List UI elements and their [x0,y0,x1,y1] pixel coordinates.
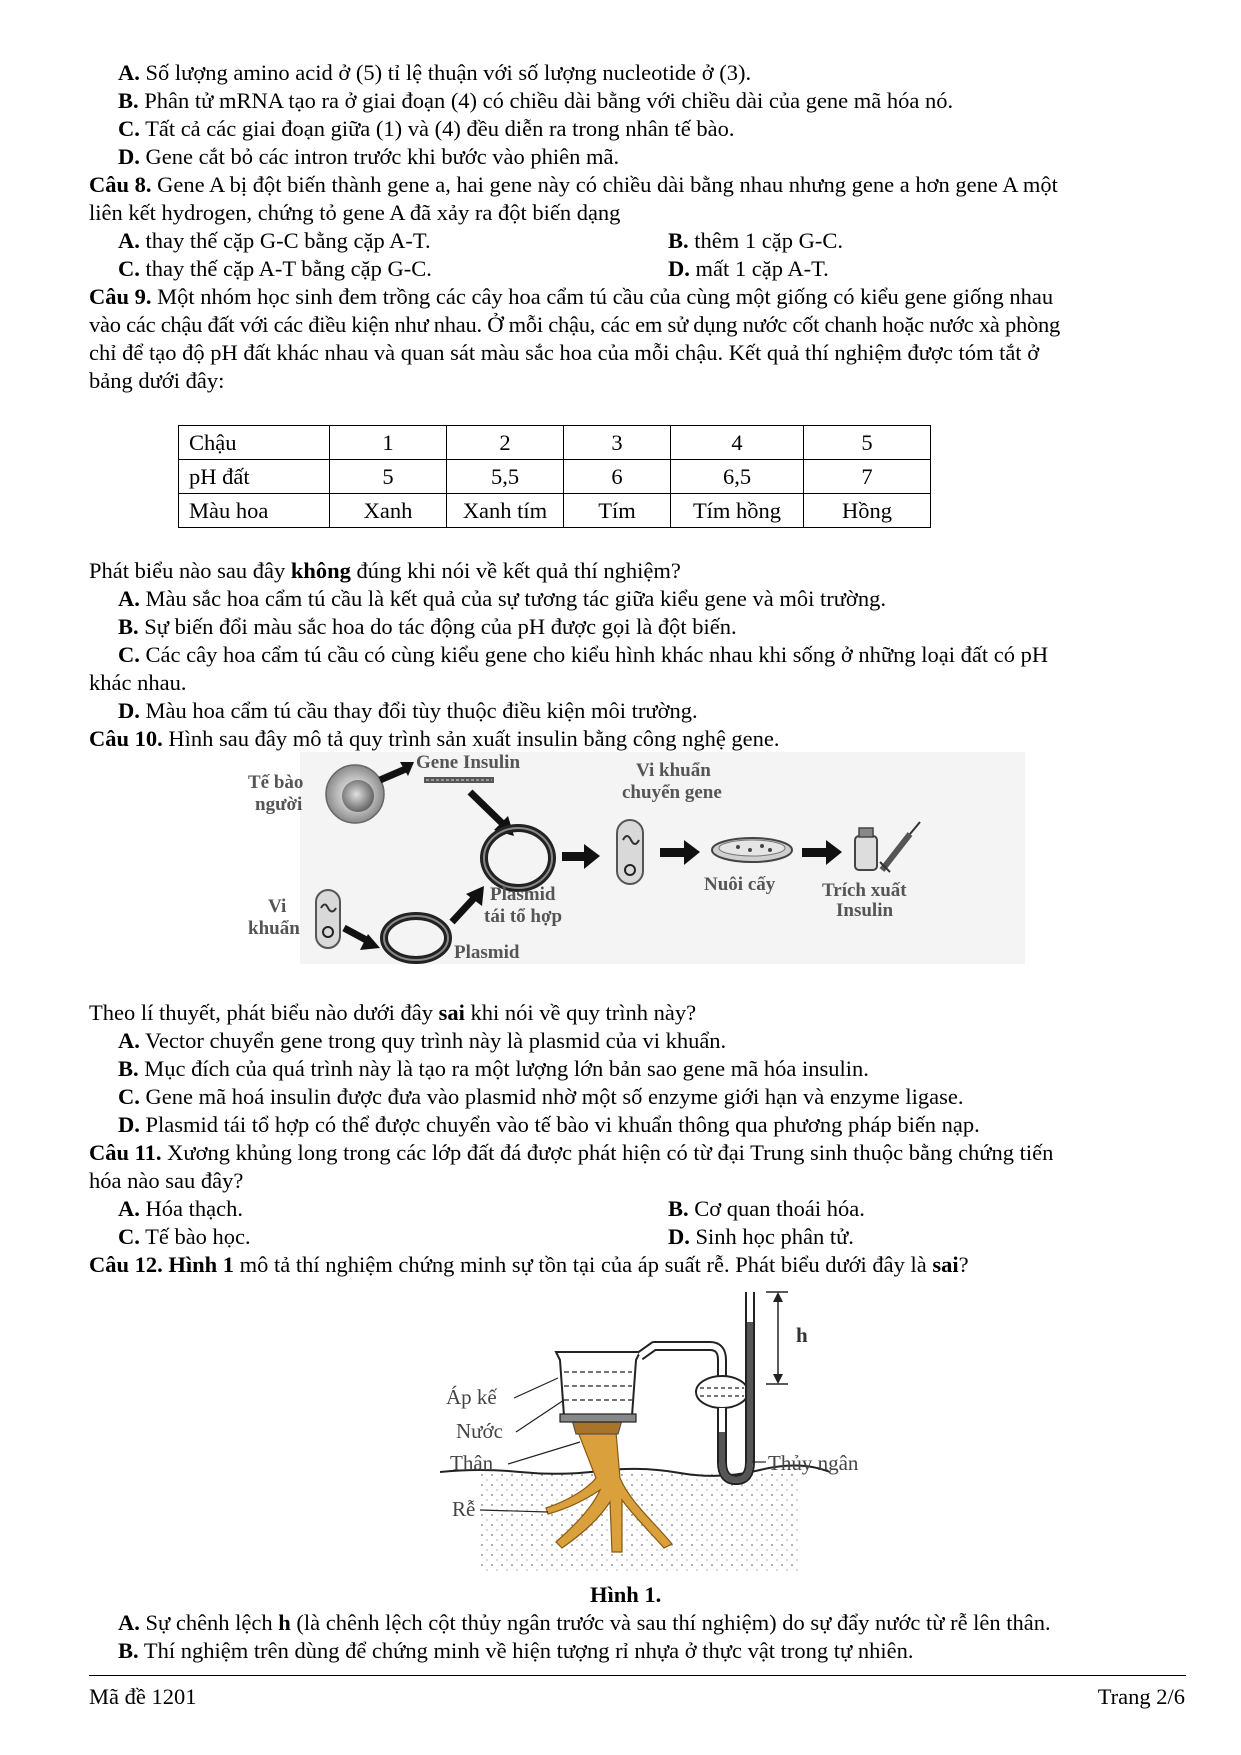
table-cell: 6,5 [671,460,804,494]
insulin-process-figure [240,752,1025,964]
transgenic-bacteria-label-2: chuyển gene [622,782,722,803]
stem-label: Thân [450,1451,494,1475]
q9-stem-line4: bảng dưới đây: [89,368,225,393]
q11-option-d: D. Sinh học phân tử. [668,1224,854,1249]
extract-label: Trích xuất [822,880,907,901]
q9-stem-line1: Câu 9. Một nhóm học sinh đem trồng các cây hoa cẩm tú cầu của cùng một giống có kiểu gene giống nhau [89,284,1054,309]
table-cell: Xanh tím [447,494,564,528]
q9-stem-line2: vào các chậu đất với các điều kiện như nhau. Ở mỗi chậu, các em sử dụng nước cốt chanh hoặc nước xà phòng [89,312,1061,337]
arrow-icon [562,852,586,861]
q8-stem-line2: liên kết hydrogen, chứng tỏ gene A đã xảy ra đột biến dạng [89,200,621,225]
recombinant-plasmid-label: Plasmid [490,884,556,905]
q7-option-d: D. Gene cắt bỏ các intron trước khi bước vào phiên mã. [118,144,620,169]
q10-stem: Câu 10. Hình sau đây mô tả quy trình sản xuất insulin bằng công nghệ gene. [89,726,780,751]
q10-option-a: A. Vector chuyển gene trong quy trình này là plasmid của vi khuẩn. [118,1028,727,1053]
table-cell: 6 [564,460,671,494]
ph-table [178,425,931,528]
table-cell: Tím [564,494,671,528]
q10-question: Theo lí thuyết, phát biểu nào dưới đây sai khi nói về quy trình này? [89,1000,697,1025]
q12-stem: Câu 12. Hình 1 mô tả thí nghiệm chứng minh sự tồn tại của áp suất rễ. Phát biểu dưới đây là sai? [89,1252,969,1277]
q11-stem-line2: hóa nào sau đây? [89,1168,244,1193]
human-cell-label-2: người [255,794,303,815]
bacterium [316,890,340,948]
bacteria-label: Vi [268,896,287,917]
q9-option-d: D. Màu hoa cẩm tú cầu thay đổi tùy thuộc điều kiện môi trường. [118,698,698,723]
q7-option-a: A. Số lượng amino acid ở (5) tỉ lệ thuận với số lượng nucleotide ở (3). [118,60,752,85]
q7-option-b: B. Phân tử mRNA tạo ra ở giai đoạn (4) có chiều dài bằng với chiều dài của gene mã hóa nó. [118,88,954,113]
table-cell: pH đất [179,460,330,494]
table-cell: 2 [447,426,564,460]
table-cell: 7 [804,460,931,494]
insulin-diagram [240,752,1025,964]
table-cell: Màu hoa [179,494,330,528]
q10-option-c: C. Gene mã hoá insulin được đưa vào plasmid nhờ một số enzyme giới hạn và enzyme ligase. [118,1084,964,1109]
table-cell: Xanh [330,494,447,528]
q9-option-c: C. Các cây hoa cẩm tú cầu có cùng kiểu gene cho kiểu hình khác nhau khi sống ở những loại đất có pH [118,642,1049,667]
culture-label: Nuôi cấy [704,874,776,895]
table-row [179,494,931,528]
q7-option-c: C. Tất cả các giai đoạn giữa (1) và (4) đều diễn ra trong nhân tế bào. [118,116,735,141]
q9-option-b: B. Sự biến đổi màu sắc hoa do tác động của pH được gọi là đột biến. [118,614,737,639]
q9-question: Phát biểu nào sau đây không đúng khi nói về kết quả thí nghiệm? [89,558,681,583]
vial-icon [855,836,877,870]
h-label: h [796,1323,808,1347]
figure-caption: Hình 1. [590,1582,662,1607]
table-cell: 4 [671,426,804,460]
q11-option-b: B. Cơ quan thoái hóa. [668,1196,865,1221]
table-cell: 5 [330,460,447,494]
page-number: Trang 2/6 [1097,1684,1185,1709]
root-pressure-diagram [440,1282,859,1572]
table-cell: 5 [804,426,931,460]
table-cell: Tím hồng [671,494,804,528]
q8-option-a: A. thay thế cặp G-C bằng cặp A-T. [118,228,431,253]
root-pressure-figure [440,1282,859,1572]
water-label: Nước [456,1419,503,1443]
table-row [179,426,931,460]
q8-option-b: B. thêm 1 cặp G-C. [668,228,843,253]
arrow-icon [802,848,828,857]
recombinant-plasmid-label-2: tái tổ hợp [484,906,563,927]
root-label: Rễ [452,1497,476,1521]
table-cell: Hồng [804,494,931,528]
extract-label-2: Insulin [836,900,894,921]
q8-stem-line1: Câu 8. Gene A bị đột biến thành gene a, hai gene này có chiều dài bằng nhau nhưng gene a hơn gene A một [89,172,1058,197]
table-cell: 5,5 [447,460,564,494]
footer-divider [89,1675,1186,1676]
q11-option-c: C. Tế bào học. [118,1224,251,1249]
bacteria-label-2: khuẩn [248,918,300,939]
q11-stem-line1: Câu 11. Xương khủng long trong các lớp đất đá được phát hiện có từ đại Trung sinh thuộc bằng chứng tiến [89,1140,1054,1165]
arrow-icon [660,848,686,857]
plasmid-label: Plasmid [454,942,520,963]
table-row [179,460,931,494]
mercury-label: Thủy ngân [768,1451,859,1475]
q8-option-c: C. thay thế cặp A-T bằng cặp G-C. [118,256,432,281]
table-cell: 3 [564,426,671,460]
gene-label: Gene Insulin [416,752,521,773]
q9-option-c-cont: khác nhau. [89,670,187,695]
table-cell: Chậu [179,426,330,460]
q12-option-a: A. Sự chênh lệch h (là chênh lệch cột thủy ngân trước và sau thí nghiệm) do sự đẩy nước từ rễ lên thân. [118,1610,1051,1635]
nucleus [342,780,374,812]
q12-option-b: B. Thí nghiệm trên dùng để chứng minh về hiện tượng rỉ nhựa ở thực vật trong tự nhiên. [118,1638,914,1663]
q9-stem-line3: chỉ để tạo độ pH đất khác nhau và quan sát màu sắc hoa của mỗi chậu. Kết quả thí nghiệm được tóm tắt ở [89,340,1040,365]
manometer-label: Áp kế [446,1385,497,1409]
transgenic-bacteria-label: Vi khuẩn [636,760,711,781]
manometer-vessel [556,1352,640,1416]
exam-code: Mã đề 1201 [89,1684,197,1709]
q10-option-d: D. Plasmid tái tổ hợp có thể được chuyển vào tế bào vi khuẩn thông qua phương pháp biến nạp. [118,1112,980,1137]
mercury-bulb [696,1376,748,1408]
q11-option-a: A. Hóa thạch. [118,1196,243,1221]
human-cell-label: Tế bào [248,772,304,793]
q9-option-a: A. Màu sắc hoa cẩm tú cầu là kết quả của sự tương tác giữa kiểu gene và môi trường. [118,586,886,611]
table-cell: 1 [330,426,447,460]
q10-option-b: B. Mục đích của quá trình này là tạo ra một lượng lớn bản sao gene mã hóa insulin. [118,1056,869,1081]
q8-option-d: D. mất 1 cặp A-T. [668,256,829,281]
